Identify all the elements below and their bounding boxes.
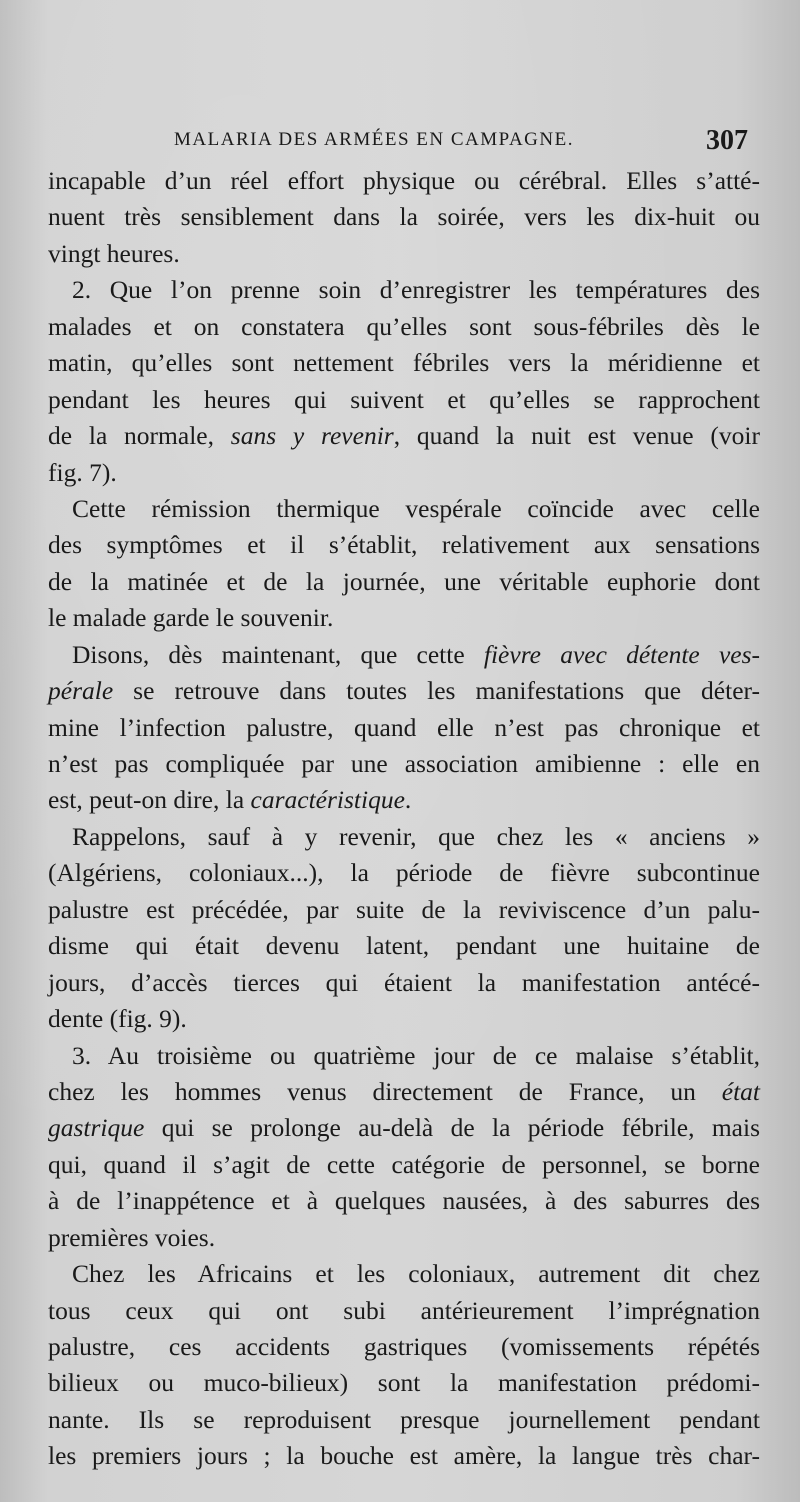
text-line: n’est pas compliquée par une association amibienne : elle en bbox=[48, 749, 760, 778]
text-line: palustre est précédée, par suite de la reviviscence d’un palu- bbox=[48, 894, 760, 924]
text-line: pendant les heures qui suivent et qu’elles se rapprochent bbox=[48, 384, 760, 414]
text-line: 2. Que l’on prenne soin d’enregistrer les températures des bbox=[72, 275, 760, 305]
text-line: 3. Au troisième ou quatrième jour de ce malaise s’établit, bbox=[72, 1040, 760, 1070]
text-line: incapable d’un réel effort physique ou cérébral. Elles s’atté- bbox=[48, 166, 760, 195]
page-header bbox=[0, 125, 800, 161]
text-line: est, peut-on dire, la caractéristique. bbox=[48, 785, 412, 815]
text-line: de la matinée et de la journée, une véritable euphorie dont bbox=[48, 566, 760, 596]
text-line: mine l’infection palustre, quand elle n’est pas chronique et bbox=[48, 712, 760, 742]
text-line: fig. 7). bbox=[48, 457, 117, 487]
text-line: Chez les Africains et les coloniaux, autrement dit chez bbox=[72, 1259, 760, 1289]
text-line: le malade garde le souvenir. bbox=[48, 603, 334, 633]
running-head: MALARIA DES ARMÉES EN CAMPAGNE. bbox=[174, 129, 574, 150]
text-line: nante. Ils se reproduisent presque journellement pendant bbox=[48, 1404, 760, 1434]
text-line: palustre, ces accidents gastriques (vomissements répétés bbox=[48, 1332, 760, 1361]
text-line: Disons, dès maintenant, que cette fièvre avec détente ves- bbox=[72, 639, 761, 669]
text-line: bilieux ou muco-bilieux) sont la manifestation prédomi- bbox=[48, 1368, 760, 1398]
text-line: tous ceux qui ont subi antérieurement l’imprégnation bbox=[48, 1295, 760, 1325]
text-line: vingt heures. bbox=[48, 238, 180, 268]
text-line: disme qui était devenu latent, pendant une huitaine de bbox=[48, 931, 760, 961]
text-line: malades et on constatera qu’elles sont sous-fébriles dès le bbox=[48, 311, 760, 341]
text-line: de la normale, sans y revenir, quand la nuit est venue (voir bbox=[48, 421, 760, 451]
text-line: les premiers jours ; la bouche est amère, la langue très char- bbox=[48, 1441, 760, 1471]
text-line: premières voies. bbox=[48, 1222, 216, 1252]
text-line: dente (fig. 9). bbox=[48, 1004, 187, 1034]
text-line: jours, d’accès tierces qui étaient la manifestation antécé- bbox=[48, 967, 760, 997]
page-number: 307 bbox=[706, 125, 748, 156]
text-line: (Algériens, coloniaux...), la période de fièvre subcontinue bbox=[48, 858, 760, 888]
text-line: gastrique qui se prolonge au-delà de la période fébrile, mais bbox=[48, 1113, 760, 1143]
text-line: pérale se retrouve dans toutes les manifestations que déter- bbox=[48, 676, 760, 706]
text-line: nuent très sensiblement dans la soirée, vers les dix-huit ou bbox=[48, 202, 760, 232]
text-line: des symptômes et il s’établit, relativement aux sensations bbox=[48, 530, 760, 560]
text-line: Rappelons, sauf à y revenir, que chez les « anciens » bbox=[72, 821, 760, 851]
text-line: chez les hommes venus directement de France, un état bbox=[48, 1076, 760, 1106]
text-line: matin, qu’elles sont nettement fébriles vers la méridienne et bbox=[48, 348, 760, 378]
text-line: à de l’inappétence et à quelques nausées, à des saburres des bbox=[48, 1186, 760, 1216]
text-line: qui, quand il s’agit de cette catégorie de personnel, se borne bbox=[48, 1149, 760, 1179]
text-line: Cette rémission thermique vespérale coïncide avec celle bbox=[72, 493, 760, 523]
body-text bbox=[48, 163, 760, 1475]
